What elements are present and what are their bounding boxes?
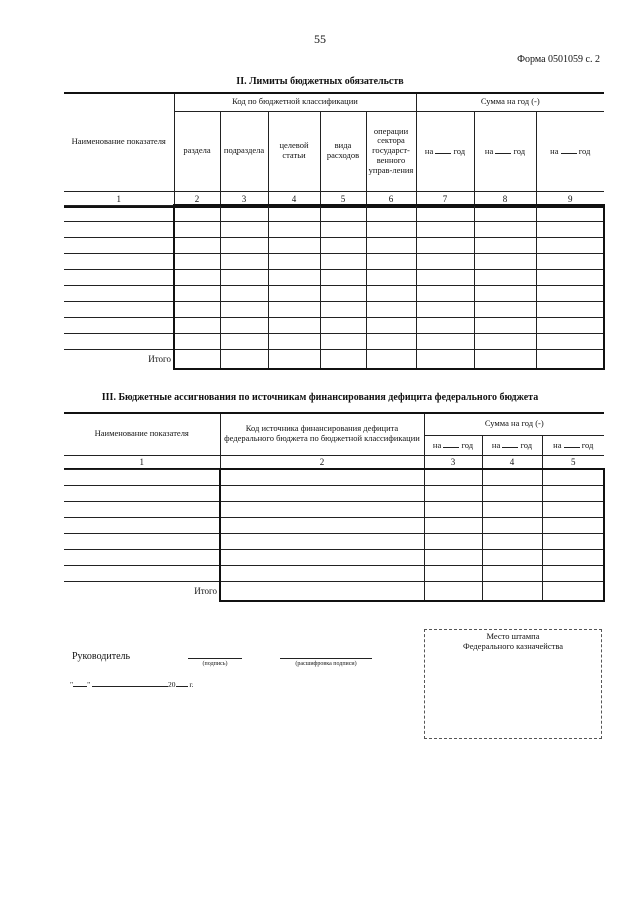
sources-total-cell[interactable] [220,581,424,601]
sources-cell[interactable] [542,533,604,549]
signature-caption: (подпись) [202,661,228,667]
limits-col-number-4: 4 [268,191,320,207]
limits-cell[interactable] [174,333,220,349]
limits-header-year2: на год [474,111,536,191]
limits-cell[interactable] [174,205,220,221]
sources-cell [64,485,220,501]
form-code: Форма 0501059 с. 2 [517,54,600,65]
sources-cell[interactable] [542,549,604,565]
limits-cell[interactable] [174,285,220,301]
limits-col-number-8: 8 [474,191,536,207]
sources-cell [64,533,220,549]
limits-cell[interactable] [416,253,474,269]
stamp-line2: Федерального казначейства [462,641,563,651]
sources-cell[interactable] [220,549,424,565]
limits-header-podrazdel: подраздела [220,111,268,191]
limits-total-cell[interactable] [174,349,220,369]
limits-cell[interactable] [474,333,536,349]
limits-cell[interactable] [220,301,268,317]
sources-row [64,501,604,517]
limits-col-number-6: 6 [366,191,416,207]
limits-cell[interactable] [474,285,536,301]
page-number: 55 [314,32,326,46]
section3-title: III. Бюджетные ассигнования по источникам финансирования дефицита федерального бюджета [101,392,539,403]
limits-cell[interactable] [536,253,604,269]
limits-cell[interactable] [320,253,366,269]
sources-cell[interactable] [542,485,604,501]
limits-col-number-7: 7 [416,191,474,207]
limits-total-cell[interactable] [220,349,268,369]
sources-row [64,485,604,501]
limits-cell [64,333,174,349]
limits-header-code-group: Код по бюджетной классификации [174,93,416,111]
signature-line[interactable] [188,658,242,659]
sources-cell[interactable] [482,533,542,549]
limits-cell[interactable] [366,237,416,253]
sources-row [64,565,604,581]
limits-cell[interactable] [474,253,536,269]
limits-cell[interactable] [536,221,604,237]
limits-cell[interactable] [174,237,220,253]
limits-row [64,269,604,285]
decode-line[interactable] [280,658,372,659]
treasury-stamp-area [424,629,602,739]
sources-header-year2: на год [482,435,542,455]
limits-cell [64,269,174,285]
sources-col-number-1: 1 [64,455,220,469]
sources-cell[interactable] [424,501,482,517]
sources-cell[interactable] [220,565,424,581]
limits-cell[interactable] [416,285,474,301]
sources-total-row [64,581,604,601]
limits-cell[interactable] [366,269,416,285]
sources-cell[interactable] [220,501,424,517]
limits-row [64,285,604,301]
limits-cell[interactable] [268,205,320,221]
limits-row [64,221,604,237]
sources-cell [64,501,220,517]
sources-cell[interactable] [220,517,424,533]
sources-cell[interactable] [542,565,604,581]
limits-col-number-2: 2 [174,191,220,207]
sources-total-cell[interactable] [542,581,604,601]
limits-total-cell[interactable] [416,349,474,369]
limits-row [64,253,604,269]
limits-total-cell[interactable] [320,349,366,369]
limits-header-target: целевой статьи [268,111,320,191]
limits-header-razdel: раздела [174,111,220,191]
sources-total-label: Итого [194,586,217,597]
sources-header-year1: на год [424,435,482,455]
limits-cell[interactable] [366,333,416,349]
sources-cell[interactable] [482,469,542,485]
sources-cell[interactable] [424,517,482,533]
limits-cell[interactable] [366,317,416,333]
limits-cell[interactable] [320,237,366,253]
sources-cell[interactable] [424,469,482,485]
limits-cell[interactable] [320,221,366,237]
sources-body [64,468,605,602]
limits-cell[interactable] [474,317,536,333]
limits-cell[interactable] [366,285,416,301]
sources-col-number-4: 4 [482,455,542,469]
limits-cell[interactable] [366,205,416,221]
limits-cell[interactable] [268,269,320,285]
sources-total-cell[interactable] [424,581,482,601]
limits-row [64,237,604,253]
section2-title: II. Лимиты бюджетных обязательств [236,76,404,87]
limits-cell[interactable] [320,333,366,349]
sources-col-number-2: 2 [220,455,424,469]
sources-header-year3: на год [542,435,604,455]
limits-cell[interactable] [174,301,220,317]
limits-col-number-1: 1 [64,191,174,207]
limits-cell [64,221,174,237]
limits-cell[interactable] [416,205,474,221]
sources-row [64,517,604,533]
limits-row [64,301,604,317]
sources-cell[interactable] [220,469,424,485]
sources-cell[interactable] [424,565,482,581]
limits-cell[interactable] [416,317,474,333]
sources-table [64,412,604,470]
limits-cell[interactable] [320,301,366,317]
sources-cell[interactable] [220,485,424,501]
limits-cell[interactable] [268,301,320,317]
limits-col-number-9: 9 [536,191,604,207]
decode-caption: (расшифровка подписи) [295,661,357,667]
sources-cell[interactable] [542,469,604,485]
limits-cell[interactable] [536,237,604,253]
limits-cell[interactable] [268,253,320,269]
sources-cell [64,549,220,565]
limits-cell[interactable] [416,269,474,285]
date-line: " " 20 г. [70,680,194,689]
sources-row [64,533,604,549]
limits-cell[interactable] [220,237,268,253]
limits-cell[interactable] [174,221,220,237]
limits-cell[interactable] [416,301,474,317]
sources-cell[interactable] [482,485,542,501]
sources-col-number-5: 5 [542,455,604,469]
limits-cell[interactable] [174,269,220,285]
limits-cell [64,253,174,269]
sources-col-number-3: 3 [424,455,482,469]
limits-cell[interactable] [220,333,268,349]
limits-cell[interactable] [220,317,268,333]
limits-cell[interactable] [474,221,536,237]
limits-cell[interactable] [366,253,416,269]
limits-cell[interactable] [220,253,268,269]
sources-cell[interactable] [482,501,542,517]
limits-total-cell[interactable] [366,349,416,369]
limits-cell[interactable] [268,317,320,333]
limits-cell[interactable] [536,301,604,317]
limits-header-name: Наименование показателя [64,93,174,191]
limits-cell [64,237,174,253]
sources-cell [64,517,220,533]
limits-cell[interactable] [536,205,604,221]
limits-cell[interactable] [536,333,604,349]
sources-cell [64,469,220,485]
limits-row [64,205,604,221]
limits-cell[interactable] [174,253,220,269]
sources-cell[interactable] [424,485,482,501]
limits-cell[interactable] [220,285,268,301]
limits-cell[interactable] [474,237,536,253]
limits-col-number-5: 5 [320,191,366,207]
head-label: Руководитель [72,651,131,662]
sources-cell [64,565,220,581]
sources-cell[interactable] [542,517,604,533]
sources-column-numbers [64,455,604,469]
sources-header-name: Наименование показателя [64,413,220,455]
sources-cell[interactable] [542,501,604,517]
sources-total-cell[interactable] [482,581,542,601]
limits-cell[interactable] [268,285,320,301]
limits-cell[interactable] [416,333,474,349]
limits-total-cell[interactable] [536,349,604,369]
sources-header-sum-group: Сумма на год (-) [424,413,604,435]
sources-cell[interactable] [482,549,542,565]
limits-row [64,317,604,333]
sources-row [64,469,604,485]
sources-cell[interactable] [424,549,482,565]
limits-cell [64,285,174,301]
limits-header-year3: на год [536,111,604,191]
limits-cell[interactable] [536,285,604,301]
limits-cell[interactable] [416,237,474,253]
limits-cell[interactable] [320,317,366,333]
limits-row [64,333,604,349]
limits-header-oper: операции сектора государст-венного управ-ления [366,111,416,191]
limits-cell[interactable] [536,269,604,285]
limits-body [64,204,605,370]
limits-cell[interactable] [366,221,416,237]
sources-header-code: Код источника финансирования дефицита федерального бюджета по бюджетной классификации [220,413,424,455]
limits-header-year1: на год [416,111,474,191]
limits-cell[interactable] [320,269,366,285]
limits-cell[interactable] [268,237,320,253]
limits-total-row [64,349,604,369]
limits-cell [64,205,174,221]
limits-col-number-3: 3 [220,191,268,207]
sources-row [64,549,604,565]
limits-cell[interactable] [416,221,474,237]
limits-cell[interactable] [320,205,366,221]
limits-total-cell[interactable] [268,349,320,369]
sources-cell[interactable] [482,517,542,533]
limits-cell[interactable] [220,205,268,221]
limits-cell[interactable] [268,221,320,237]
limits-cell[interactable] [220,221,268,237]
limits-cell[interactable] [474,269,536,285]
sources-cell[interactable] [424,533,482,549]
limits-header-vid: вида расходов [320,111,366,191]
limits-cell [64,317,174,333]
sources-cell[interactable] [220,533,424,549]
limits-total-label: Итого [148,354,171,365]
limits-cell[interactable] [268,333,320,349]
limits-cell [64,301,174,317]
limits-cell[interactable] [320,285,366,301]
limits-table [64,92,604,208]
limits-cell[interactable] [220,269,268,285]
limits-total-cell[interactable] [474,349,536,369]
limits-cell[interactable] [174,317,220,333]
limits-cell[interactable] [366,301,416,317]
limits-header-sum-group: Сумма на год (-) [416,93,604,111]
limits-cell[interactable] [536,317,604,333]
sources-cell[interactable] [482,565,542,581]
limits-cell[interactable] [474,205,536,221]
stamp-line1: Место штампа [486,631,540,641]
limits-cell[interactable] [474,301,536,317]
